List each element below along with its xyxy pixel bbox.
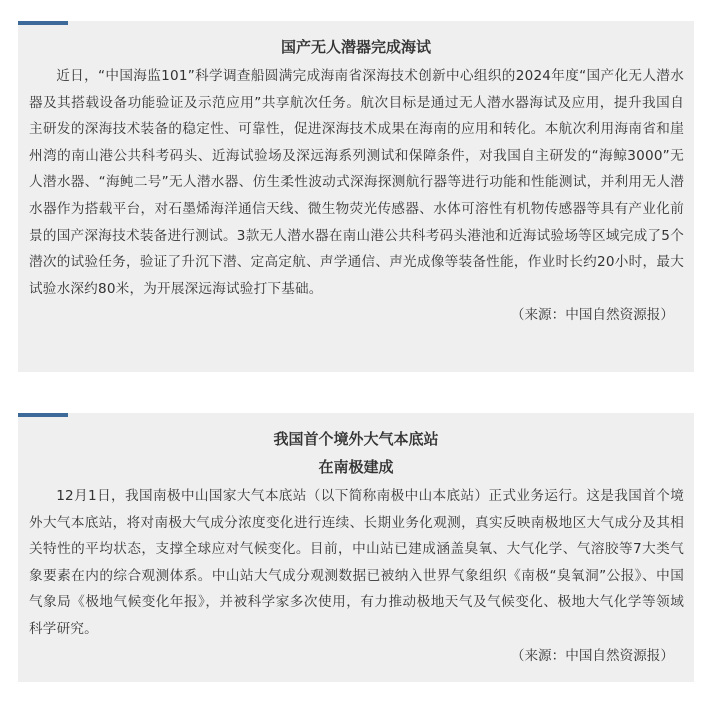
article-title-line: 在南极建成 <box>318 458 394 476</box>
article-card-1 <box>18 21 694 372</box>
article-body: 12月1日，我国南极中山国家大气本底站（以下简称南极中山本底站）正式业务运行。这是我国首个境外大气本底站，将对南极大气成分浓度变化进行连续、长期业务化观测，真实反映南极地区大气成分及其相关特性的平均状态，支撑全球应对气候变化。目前，中山站已建成涵盖臭氧、大气化学、气溶胶等7大类气象要素在内的综合观测体系。中山站大气成分观测数据已被纳入世界气象组织《南极“臭氧洞”公报》、中国气象局《极地气候变化年报》，并被科学家多次使用，有力推动极地天气及气候变化、极地大气化学等领域科学研究。 <box>29 488 684 637</box>
card-accent-bar <box>18 413 68 417</box>
article-source: （来源：中国自然资源报） <box>510 307 674 324</box>
article-title-line: 国产无人潜器完成海试 <box>280 38 431 56</box>
article-source: （来源：中国自然资源报） <box>510 647 674 664</box>
article-title <box>18 413 694 481</box>
article-title-line: 我国首个境外大气本底站 <box>273 430 439 448</box>
article-title <box>18 21 694 61</box>
article-card-2 <box>18 413 694 682</box>
card-accent-bar <box>18 21 68 25</box>
article-body: 近日，“中国海监101”科学调查船圆满完成海南省深海技术创新中心组织的2024年度“国产化无人潜水器及其搭载设备功能验证及示范应用”共享航次任务。航次目标是通过无人潜水器海试及应用，提升我国自主研发的深海技术装备的稳定性、可靠性，促进深海技术成果在海南的应用和转化。本航次利用海南省和崖州湾的南山港公共科考码头、近海试验场及深远海系列测试和保障条件，对我国自主研发的“海鲸3000”无人潜水器、“海鲀二号”无人潜水器、仿生柔性波动式深海探测航行器等进行功能和性能测试，并利用无人潜水器作为搭载平台，对石墨烯海洋通信天线、微生物荧光传感器、水体可溶性有机物传感器等具有产业化前景的国产深海技术装备进行测试。3款无人潜水器在南山港公共科考码头港池和近海试验场等区域完成了5个潜次的试验任务，验证了升沉下潜、定高定航、声学通信、声光成像等装备性能，作业时长约20小时，最大试验水深约80米，为开展深远海试验打下基础。 <box>29 68 684 297</box>
